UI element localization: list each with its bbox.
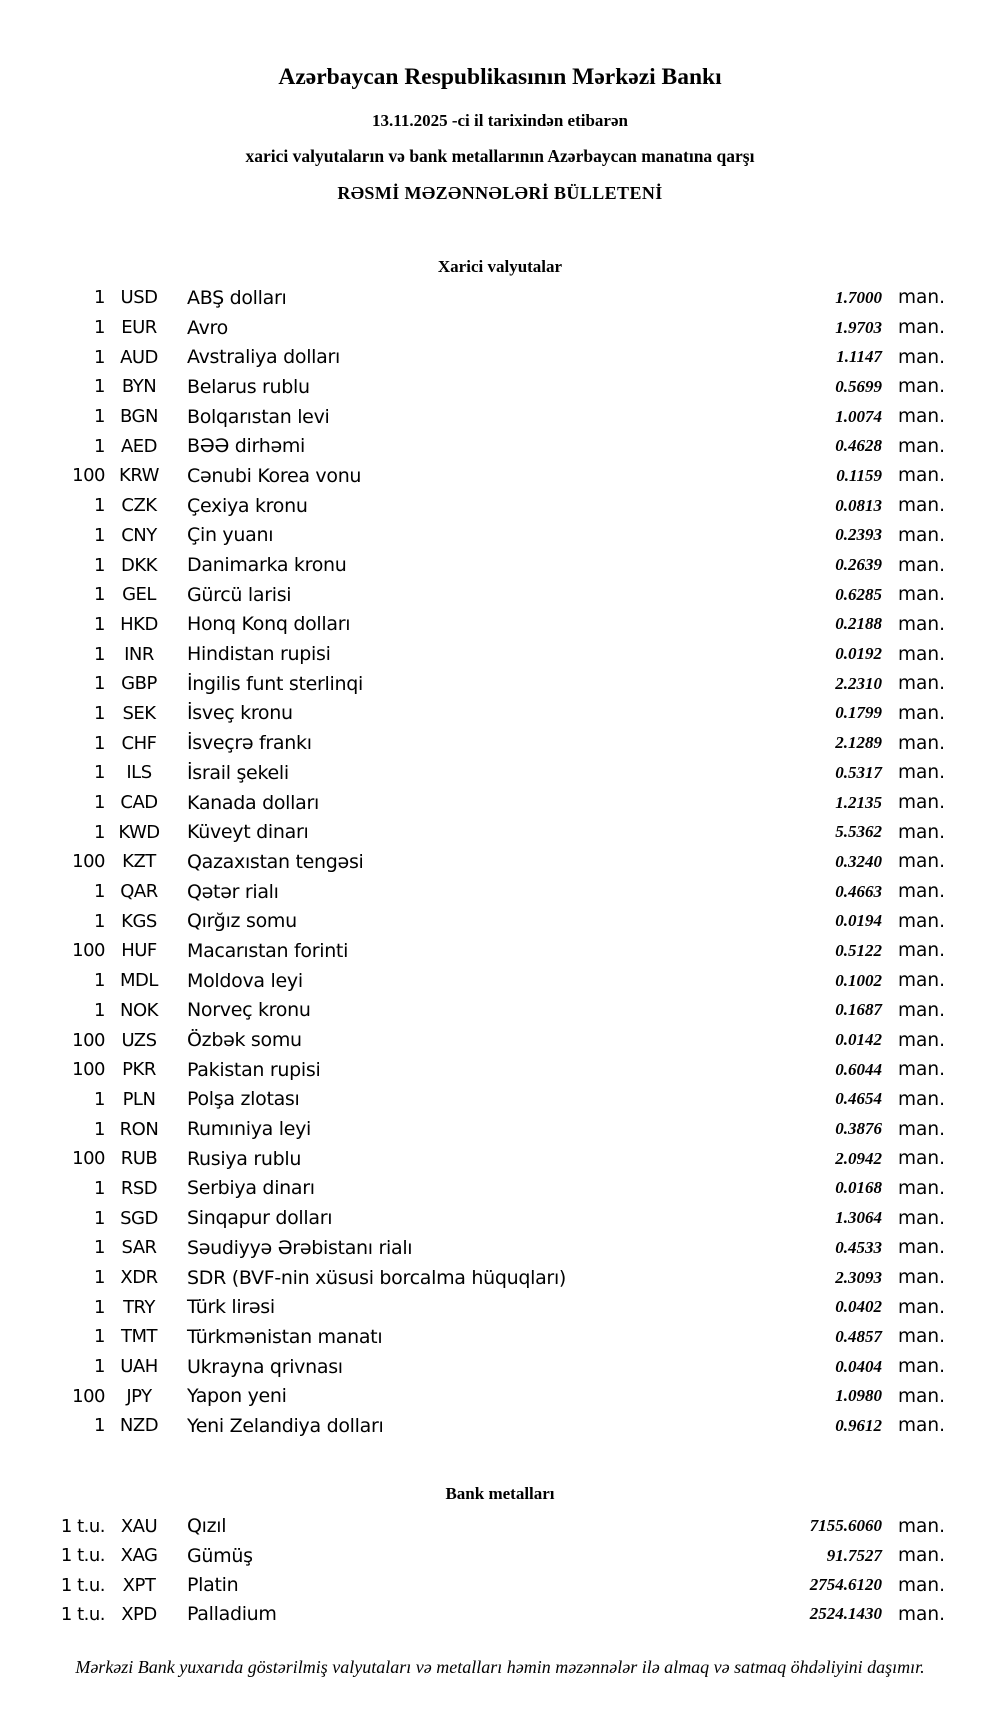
currency-code: BYN bbox=[121, 376, 157, 398]
rate-row bbox=[0, 1352, 950, 1382]
unit-label: man. bbox=[898, 1326, 945, 1348]
row-quantity: 100 bbox=[72, 940, 105, 962]
currency-code: CHF bbox=[121, 732, 157, 754]
currency-code: SGD bbox=[120, 1207, 158, 1229]
rate-value: 2.2310 bbox=[835, 673, 882, 693]
currency-code: BGN bbox=[120, 406, 158, 428]
subtitle-line: xarici valyutaların və bank metallarının Azərbaycan manatına qarşı bbox=[245, 146, 755, 166]
currency-name: Kanada dolları bbox=[187, 791, 319, 814]
currency-name: Rumıniya leyi bbox=[187, 1118, 312, 1141]
row-quantity: 1 bbox=[94, 732, 105, 754]
rate-row bbox=[0, 580, 950, 610]
unit-label: man. bbox=[898, 1574, 945, 1596]
row-quantity: 1 t.u. bbox=[60, 1603, 105, 1625]
rate-row bbox=[0, 550, 950, 580]
rate-row bbox=[0, 1570, 950, 1599]
rate-value: 0.2188 bbox=[835, 614, 882, 634]
unit-label: man. bbox=[898, 1148, 945, 1170]
rate-row bbox=[0, 491, 950, 521]
currency-code: SAR bbox=[121, 1237, 157, 1259]
rate-value: 2754.6120 bbox=[809, 1575, 882, 1595]
metals-table bbox=[0, 1512, 950, 1629]
currency-code: SEK bbox=[122, 702, 156, 724]
unit-label: man. bbox=[898, 287, 945, 309]
currency-code: UAH bbox=[120, 1356, 158, 1378]
currency-code: KZT bbox=[122, 851, 156, 873]
effective-date-line: 13.11.2025 -ci il tarixindən etibarən bbox=[372, 111, 628, 130]
rate-value: 2.3093 bbox=[835, 1267, 882, 1287]
rate-value: 1.7000 bbox=[835, 287, 882, 307]
unit-label: man. bbox=[898, 1059, 945, 1081]
currency-code: AUD bbox=[120, 346, 158, 368]
rate-row bbox=[0, 372, 950, 402]
row-quantity: 1 bbox=[94, 584, 105, 606]
unit-label: man. bbox=[898, 495, 945, 517]
currency-name: Avstraliya dolları bbox=[187, 346, 340, 369]
currency-code: EUR bbox=[121, 317, 157, 339]
unit-label: man. bbox=[898, 999, 945, 1021]
currency-code: DKK bbox=[121, 554, 157, 576]
currency-name: Yapon yeni bbox=[187, 1385, 287, 1408]
rate-value: 1.3064 bbox=[835, 1208, 882, 1228]
currency-name: Moldova leyi bbox=[187, 969, 303, 992]
rate-value: 0.2639 bbox=[835, 555, 882, 575]
unit-label: man. bbox=[898, 1545, 945, 1567]
rate-value: 0.4654 bbox=[835, 1089, 882, 1109]
rate-value: 0.1799 bbox=[835, 703, 882, 723]
rate-row bbox=[0, 758, 950, 788]
currency-code: KRW bbox=[119, 465, 159, 487]
currency-code: XAU bbox=[120, 1515, 158, 1537]
row-quantity: 1 bbox=[94, 673, 105, 695]
row-quantity: 1 bbox=[94, 1088, 105, 1110]
currency-code: CAD bbox=[120, 792, 158, 814]
rate-row bbox=[0, 402, 950, 432]
rate-row bbox=[0, 1292, 950, 1322]
currency-name: Norveç kronu bbox=[187, 999, 311, 1022]
row-quantity: 1 bbox=[94, 762, 105, 784]
bulletin-title: RƏSMİ MƏZƏNNƏLƏRİ BÜLLETENİ bbox=[337, 183, 663, 203]
unit-label: man. bbox=[898, 1029, 945, 1051]
currency-name: Honq Konq dolları bbox=[187, 613, 351, 636]
rate-row bbox=[0, 1263, 950, 1293]
unit-label: man. bbox=[898, 406, 945, 428]
metals-section bbox=[0, 1484, 1000, 1629]
currency-code: KWD bbox=[118, 821, 160, 843]
currency-name: Cənubi Korea vonu bbox=[187, 464, 362, 487]
rate-value: 0.4663 bbox=[835, 881, 882, 901]
unit-label: man. bbox=[898, 1237, 945, 1259]
unit-label: man. bbox=[898, 1207, 945, 1229]
currency-name: SDR (BVF-nin xüsusi borcalma hüquqları) bbox=[187, 1266, 567, 1289]
rate-value: 0.5317 bbox=[835, 762, 882, 782]
row-quantity: 1 bbox=[94, 999, 105, 1021]
unit-label: man. bbox=[898, 643, 945, 665]
rate-row bbox=[0, 639, 950, 669]
currency-name: Türk lirəsi bbox=[187, 1296, 275, 1319]
currency-name: Səudiyyə Ərəbistanı rialı bbox=[187, 1236, 413, 1259]
row-quantity: 1 bbox=[94, 346, 105, 368]
row-quantity: 100 bbox=[72, 1059, 105, 1081]
currency-name: Hindistan rupisi bbox=[187, 643, 331, 666]
bank-name: Azərbaycan Respublikasının Mərkəzi Bankı bbox=[278, 64, 722, 90]
rate-value: 0.0168 bbox=[835, 1178, 882, 1198]
currencies-table bbox=[0, 283, 950, 1441]
rate-row bbox=[0, 313, 950, 343]
rate-value: 0.0142 bbox=[835, 1030, 882, 1050]
currency-name: Gümüş bbox=[187, 1544, 253, 1567]
unit-label: man. bbox=[898, 1118, 945, 1140]
row-quantity: 1 bbox=[94, 1177, 105, 1199]
row-quantity: 1 bbox=[94, 554, 105, 576]
rate-value: 0.6285 bbox=[835, 584, 882, 604]
row-quantity: 100 bbox=[72, 851, 105, 873]
currency-code: GBP bbox=[121, 673, 157, 695]
row-quantity: 1 bbox=[94, 970, 105, 992]
row-quantity: 1 bbox=[94, 613, 105, 635]
currency-code: TRY bbox=[123, 1296, 155, 1318]
rate-row bbox=[0, 1541, 950, 1570]
row-quantity: 1 t.u. bbox=[60, 1515, 105, 1537]
rate-row bbox=[0, 1322, 950, 1352]
rate-value: 0.3876 bbox=[835, 1119, 882, 1139]
rate-row bbox=[0, 936, 950, 966]
currency-name: İsrail şekeli bbox=[187, 761, 289, 784]
currency-name: Serbiya dinarı bbox=[187, 1177, 315, 1200]
row-quantity: 1 bbox=[94, 435, 105, 457]
unit-label: man. bbox=[898, 1603, 945, 1625]
unit-label: man. bbox=[898, 732, 945, 754]
rate-value: 0.6044 bbox=[835, 1059, 882, 1079]
row-quantity: 1 bbox=[94, 643, 105, 665]
unit-label: man. bbox=[898, 1385, 945, 1407]
unit-label: man. bbox=[898, 762, 945, 784]
rate-value: 0.4857 bbox=[835, 1326, 882, 1346]
rate-row bbox=[0, 1144, 950, 1174]
currency-code: INR bbox=[124, 643, 154, 665]
rate-row bbox=[0, 996, 950, 1026]
row-quantity: 1 t.u. bbox=[60, 1574, 105, 1596]
rate-row bbox=[0, 906, 950, 936]
rate-value: 91.7527 bbox=[826, 1545, 882, 1565]
currency-code: RON bbox=[119, 1118, 159, 1140]
currency-code: PLN bbox=[122, 1088, 156, 1110]
row-quantity: 1 bbox=[94, 1415, 105, 1437]
rate-value: 0.1002 bbox=[835, 970, 882, 990]
rate-row bbox=[0, 1174, 950, 1204]
currency-code: QAR bbox=[120, 881, 158, 903]
row-quantity: 1 bbox=[94, 495, 105, 517]
rate-value: 0.9612 bbox=[835, 1415, 882, 1435]
currency-name: Palladium bbox=[187, 1603, 277, 1626]
rate-row bbox=[0, 521, 950, 551]
currency-code: TMT bbox=[120, 1326, 158, 1348]
currency-name: Danimarka kronu bbox=[187, 554, 347, 577]
rate-row bbox=[0, 966, 950, 996]
rate-row bbox=[0, 610, 950, 640]
currency-code: RSD bbox=[120, 1177, 158, 1199]
row-quantity: 100 bbox=[72, 1148, 105, 1170]
rate-value: 1.1147 bbox=[836, 347, 882, 367]
row-quantity: 1 bbox=[94, 821, 105, 843]
rate-value: 2524.1430 bbox=[809, 1604, 882, 1624]
rate-value: 0.0404 bbox=[835, 1356, 882, 1376]
rate-value: 0.5699 bbox=[835, 376, 882, 396]
currency-name: Platin bbox=[187, 1574, 239, 1597]
rate-row bbox=[0, 283, 950, 313]
rate-value: 0.4628 bbox=[835, 436, 882, 456]
rate-value: 5.5362 bbox=[835, 822, 882, 842]
unit-label: man. bbox=[898, 1415, 945, 1437]
rate-row bbox=[0, 1411, 950, 1441]
currency-name: Sinqapur dolları bbox=[187, 1207, 333, 1230]
unit-label: man. bbox=[898, 376, 945, 398]
unit-label: man. bbox=[898, 940, 945, 962]
rate-row bbox=[0, 1025, 950, 1055]
currency-code: HKD bbox=[120, 613, 158, 635]
unit-label: man. bbox=[898, 792, 945, 814]
currency-name: Polşa zlotası bbox=[187, 1088, 300, 1111]
unit-label: man. bbox=[898, 851, 945, 873]
currency-code: XPT bbox=[122, 1574, 156, 1596]
unit-label: man. bbox=[898, 702, 945, 724]
currency-name: Çin yuanı bbox=[187, 524, 274, 547]
currency-name: İsveç kronu bbox=[187, 702, 293, 725]
unit-label: man. bbox=[898, 1515, 945, 1537]
currency-name: Çexiya kronu bbox=[187, 494, 308, 517]
row-quantity: 100 bbox=[72, 1029, 105, 1051]
unit-label: man. bbox=[898, 346, 945, 368]
unit-label: man. bbox=[898, 524, 945, 546]
currency-name: Qazaxıstan tengəsi bbox=[187, 850, 364, 873]
metals-heading: Bank metalları bbox=[445, 1483, 555, 1503]
rate-row bbox=[0, 877, 950, 907]
rate-row bbox=[0, 1512, 950, 1541]
currency-name: Yeni Zelandiya dolları bbox=[187, 1414, 384, 1437]
row-quantity: 1 bbox=[94, 702, 105, 724]
unit-label: man. bbox=[898, 910, 945, 932]
unit-label: man. bbox=[898, 881, 945, 903]
row-quantity: 100 bbox=[72, 1385, 105, 1407]
currency-code: XDR bbox=[120, 1267, 158, 1289]
currency-name: Qırğız somu bbox=[187, 910, 297, 933]
currency-name: Türkmənistan manatı bbox=[187, 1325, 383, 1348]
currency-code: XAG bbox=[120, 1545, 158, 1567]
currency-code: HUF bbox=[121, 940, 157, 962]
row-quantity: 1 bbox=[94, 792, 105, 814]
rate-row bbox=[0, 461, 950, 491]
currency-name: Qətər rialı bbox=[187, 880, 279, 903]
row-quantity: 1 bbox=[94, 524, 105, 546]
unit-label: man. bbox=[898, 1177, 945, 1199]
rate-value: 0.1687 bbox=[835, 1000, 882, 1020]
row-quantity: 1 bbox=[94, 406, 105, 428]
row-quantity: 1 bbox=[94, 1237, 105, 1259]
currency-name: İngilis funt sterlinqi bbox=[187, 672, 363, 695]
row-quantity: 1 bbox=[94, 910, 105, 932]
currency-code: GEL bbox=[122, 584, 156, 606]
currency-name: Macarıstan forinti bbox=[187, 939, 349, 962]
row-quantity: 1 bbox=[94, 1296, 105, 1318]
unit-label: man. bbox=[898, 1088, 945, 1110]
currency-code: PKR bbox=[122, 1059, 156, 1081]
currency-name: Qızıl bbox=[187, 1515, 227, 1538]
row-quantity: 1 bbox=[94, 1118, 105, 1140]
rate-value: 0.1159 bbox=[836, 465, 882, 485]
rate-value: 0.5122 bbox=[835, 940, 882, 960]
rate-value: 2.0942 bbox=[835, 1148, 882, 1168]
rate-value: 1.0074 bbox=[835, 406, 882, 426]
row-quantity: 1 bbox=[94, 317, 105, 339]
rate-value: 0.0402 bbox=[835, 1297, 882, 1317]
rate-row bbox=[0, 1600, 950, 1629]
rate-row bbox=[0, 342, 950, 372]
unit-label: man. bbox=[898, 1267, 945, 1289]
rate-row bbox=[0, 1085, 950, 1115]
currency-name: BƏƏ dirhəmi bbox=[187, 435, 306, 458]
rate-value: 1.0980 bbox=[835, 1386, 882, 1406]
currency-code: JPY bbox=[126, 1385, 152, 1407]
currency-name: Ukrayna qrivnası bbox=[187, 1355, 343, 1378]
currencies-heading: Xarici valyutalar bbox=[437, 257, 563, 276]
rate-value: 0.0192 bbox=[835, 644, 882, 664]
obligation-note: Mərkəzi Bank yuxarıda göstərilmiş valyutaları və metalları həmin məzənnələr ilə almaq və satmaq öhdəliyini daşımır. bbox=[75, 1657, 925, 1677]
bulletin-header bbox=[0, 64, 1000, 204]
currency-name: Avro bbox=[187, 316, 228, 339]
currency-name: Gürcü larisi bbox=[187, 583, 292, 606]
unit-label: man. bbox=[898, 1356, 945, 1378]
currency-name: Rusiya rublu bbox=[187, 1147, 302, 1170]
bulletin-footer bbox=[0, 1657, 1000, 1678]
rate-row bbox=[0, 1114, 950, 1144]
rate-value: 0.2393 bbox=[835, 525, 882, 545]
currencies-section bbox=[0, 257, 1000, 1441]
currency-code: AED bbox=[120, 435, 158, 457]
unit-label: man. bbox=[898, 554, 945, 576]
unit-label: man. bbox=[898, 435, 945, 457]
currency-name: Pakistan rupisi bbox=[187, 1058, 321, 1081]
unit-label: man. bbox=[898, 673, 945, 695]
row-quantity: 1 t.u. bbox=[60, 1545, 105, 1567]
currency-code: MDL bbox=[120, 970, 158, 992]
currency-code: UZS bbox=[121, 1029, 157, 1051]
rate-row bbox=[0, 1233, 950, 1263]
rate-row bbox=[0, 728, 950, 758]
unit-label: man. bbox=[898, 465, 945, 487]
currency-name: Özbək somu bbox=[187, 1029, 302, 1052]
row-quantity: 1 bbox=[94, 1326, 105, 1348]
rate-value: 1.9703 bbox=[835, 317, 882, 337]
rate-value: 0.0194 bbox=[835, 911, 882, 931]
currency-name: Bolqarıstan levi bbox=[187, 405, 330, 428]
row-quantity: 1 bbox=[94, 1267, 105, 1289]
unit-label: man. bbox=[898, 821, 945, 843]
rate-row bbox=[0, 699, 950, 729]
unit-label: man. bbox=[898, 584, 945, 606]
currency-code: NOK bbox=[120, 999, 158, 1021]
currency-code: USD bbox=[120, 287, 158, 309]
rate-value: 2.1289 bbox=[835, 733, 882, 753]
unit-label: man. bbox=[898, 1296, 945, 1318]
row-quantity: 100 bbox=[72, 465, 105, 487]
rate-row bbox=[0, 669, 950, 699]
currency-name: Küveyt dinarı bbox=[187, 821, 309, 844]
rate-row bbox=[0, 1055, 950, 1085]
rate-value: 0.0813 bbox=[835, 495, 882, 515]
currency-name: İsveçrə frankı bbox=[187, 732, 312, 755]
currency-code: ILS bbox=[126, 762, 152, 784]
rate-row bbox=[0, 788, 950, 818]
row-quantity: 1 bbox=[94, 881, 105, 903]
row-quantity: 1 bbox=[94, 287, 105, 309]
currency-name: ABŞ dolları bbox=[187, 286, 287, 309]
currency-code: KGS bbox=[121, 910, 157, 932]
row-quantity: 1 bbox=[94, 1356, 105, 1378]
row-quantity: 1 bbox=[94, 1207, 105, 1229]
currency-code: XPD bbox=[121, 1603, 157, 1625]
rate-row bbox=[0, 817, 950, 847]
currency-code: CZK bbox=[121, 495, 157, 517]
rate-value: 0.3240 bbox=[835, 851, 882, 871]
rate-row bbox=[0, 1381, 950, 1411]
rate-row bbox=[0, 847, 950, 877]
unit-label: man. bbox=[898, 970, 945, 992]
rate-row bbox=[0, 431, 950, 461]
rate-value: 1.2135 bbox=[835, 792, 882, 812]
currency-code: NZD bbox=[119, 1415, 159, 1437]
currency-code: RUB bbox=[120, 1148, 158, 1170]
unit-label: man. bbox=[898, 613, 945, 635]
rate-value: 0.4533 bbox=[835, 1237, 882, 1257]
row-quantity: 1 bbox=[94, 376, 105, 398]
rate-row bbox=[0, 1203, 950, 1233]
unit-label: man. bbox=[898, 317, 945, 339]
currency-code: CNY bbox=[121, 524, 157, 546]
currency-name: Belarus rublu bbox=[187, 375, 310, 398]
rate-value: 7155.6060 bbox=[809, 1516, 882, 1536]
